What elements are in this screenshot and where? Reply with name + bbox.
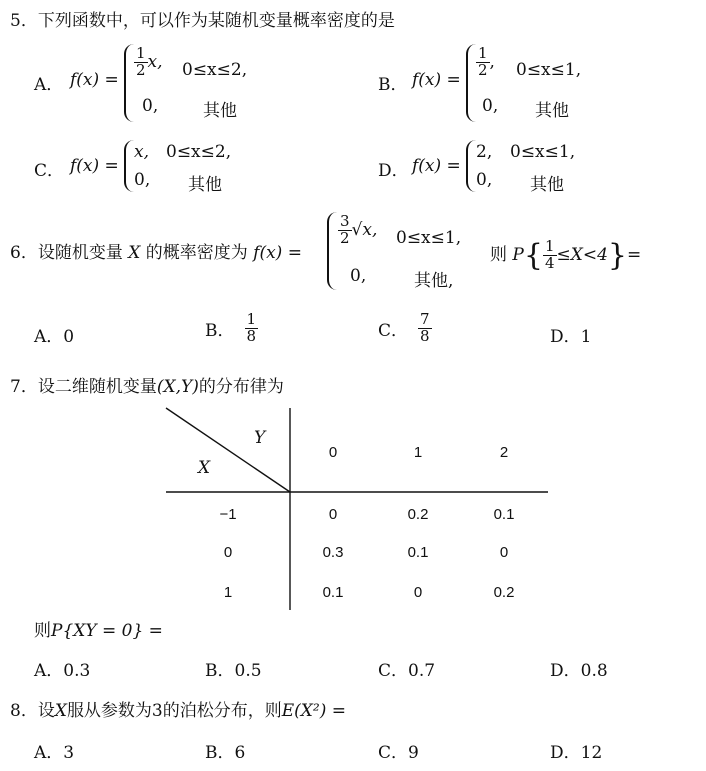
option-label: A． [34,75,64,95]
q6-option-d: D．1 [550,327,592,347]
q6-option-a: A．0 [34,327,75,347]
case2: 0, [476,170,493,190]
cond1: 0≤x≤2, [166,142,232,162]
q6-mid: 的概率密度为 [145,243,248,263]
q7-stem: 7．设二维随机变量(X,Y)的分布律为 [10,377,284,397]
table-cell: 0.1 [493,506,515,523]
table-cell: 0 [413,584,423,601]
q8-option-d: D．12 [550,743,603,763]
option-label: C． [34,161,65,181]
q8-option-a: A．3 [34,743,75,763]
q6-cond1: 0≤x≤1, [396,228,462,248]
q8-stem: 8．设X服从参数为3的泊松分布，则E(X²) = [10,701,347,721]
q6-question: 则 P{ $\frac{1}{4}$ ≤X<4}= [490,237,642,273]
table-cell: 0 [499,544,509,561]
cond2: 其他 [530,175,564,195]
q6-case2: 0, [350,266,367,286]
table-cell: 0.3 [322,544,344,561]
case1: x, [134,142,149,162]
q6-case1: $\frac{3}{2}$ √x, [340,212,378,247]
y-label: Y [254,428,266,448]
q8-option-c: C．9 [378,743,419,763]
fx-label: f(x) = [412,156,461,176]
q6-var: X [128,243,141,263]
q7-question: 则P{XY = 0} = [34,621,163,641]
col-header: 0 [328,444,338,461]
fx-label: f(x) = [70,70,119,90]
x-label: X [198,458,211,478]
cond2: 其他 [203,101,237,121]
q7-option-a: A．0.3 [34,661,91,681]
q5-stem: 5．下列函数中，可以作为某随机变量概率密度的是 [10,11,395,31]
table-cell: 0.2 [407,506,429,523]
case2: 0, [134,170,151,190]
q6-option-b: B． $\frac{1}{8}$ [205,310,257,345]
cond2: 其他 [535,101,569,121]
q6-option-c: C． $\frac{7}{8}$ [378,310,430,345]
q7-option-c: C．0.7 [378,661,436,681]
option-label: B． [378,75,408,95]
brace [327,212,337,290]
case1: $\frac{1}{2}$ x, [136,44,163,79]
col-header: 2 [499,444,509,461]
q6-prefix: 6．设随机变量 [10,243,123,263]
table-cell: 0.1 [322,584,344,601]
q8-option-b: B．6 [205,743,246,763]
case1: $\frac{1}{2}$ , [478,44,495,79]
case1: 2, [476,142,493,162]
row-header: 1 [223,584,233,601]
table-cell: 0 [328,506,338,523]
case2: 0, [142,96,159,116]
brace [124,44,134,122]
fx-label: f(x) = [70,156,119,176]
brace [466,140,476,192]
case2: 0, [482,96,499,116]
col-header: 1 [413,444,423,461]
row-header: −1 [219,506,237,523]
cond1: 0≤x≤1, [510,142,576,162]
q7-option-d: D．0.8 [550,661,608,681]
cond2: 其他 [188,175,222,195]
brace [466,44,476,122]
table-cell: 0.1 [407,544,429,561]
q6-fx: f(x) = [253,243,302,263]
cond1: 0≤x≤1, [516,60,582,80]
cond1: 0≤x≤2, [182,60,248,80]
option-label: D． [378,161,409,181]
q7-option-b: B．0.5 [205,661,262,681]
brace [124,140,134,192]
table-cell: 0.2 [493,584,515,601]
fx-label: f(x) = [412,70,461,90]
row-header: 0 [223,544,233,561]
q6-cond2: 其他, [414,271,454,291]
